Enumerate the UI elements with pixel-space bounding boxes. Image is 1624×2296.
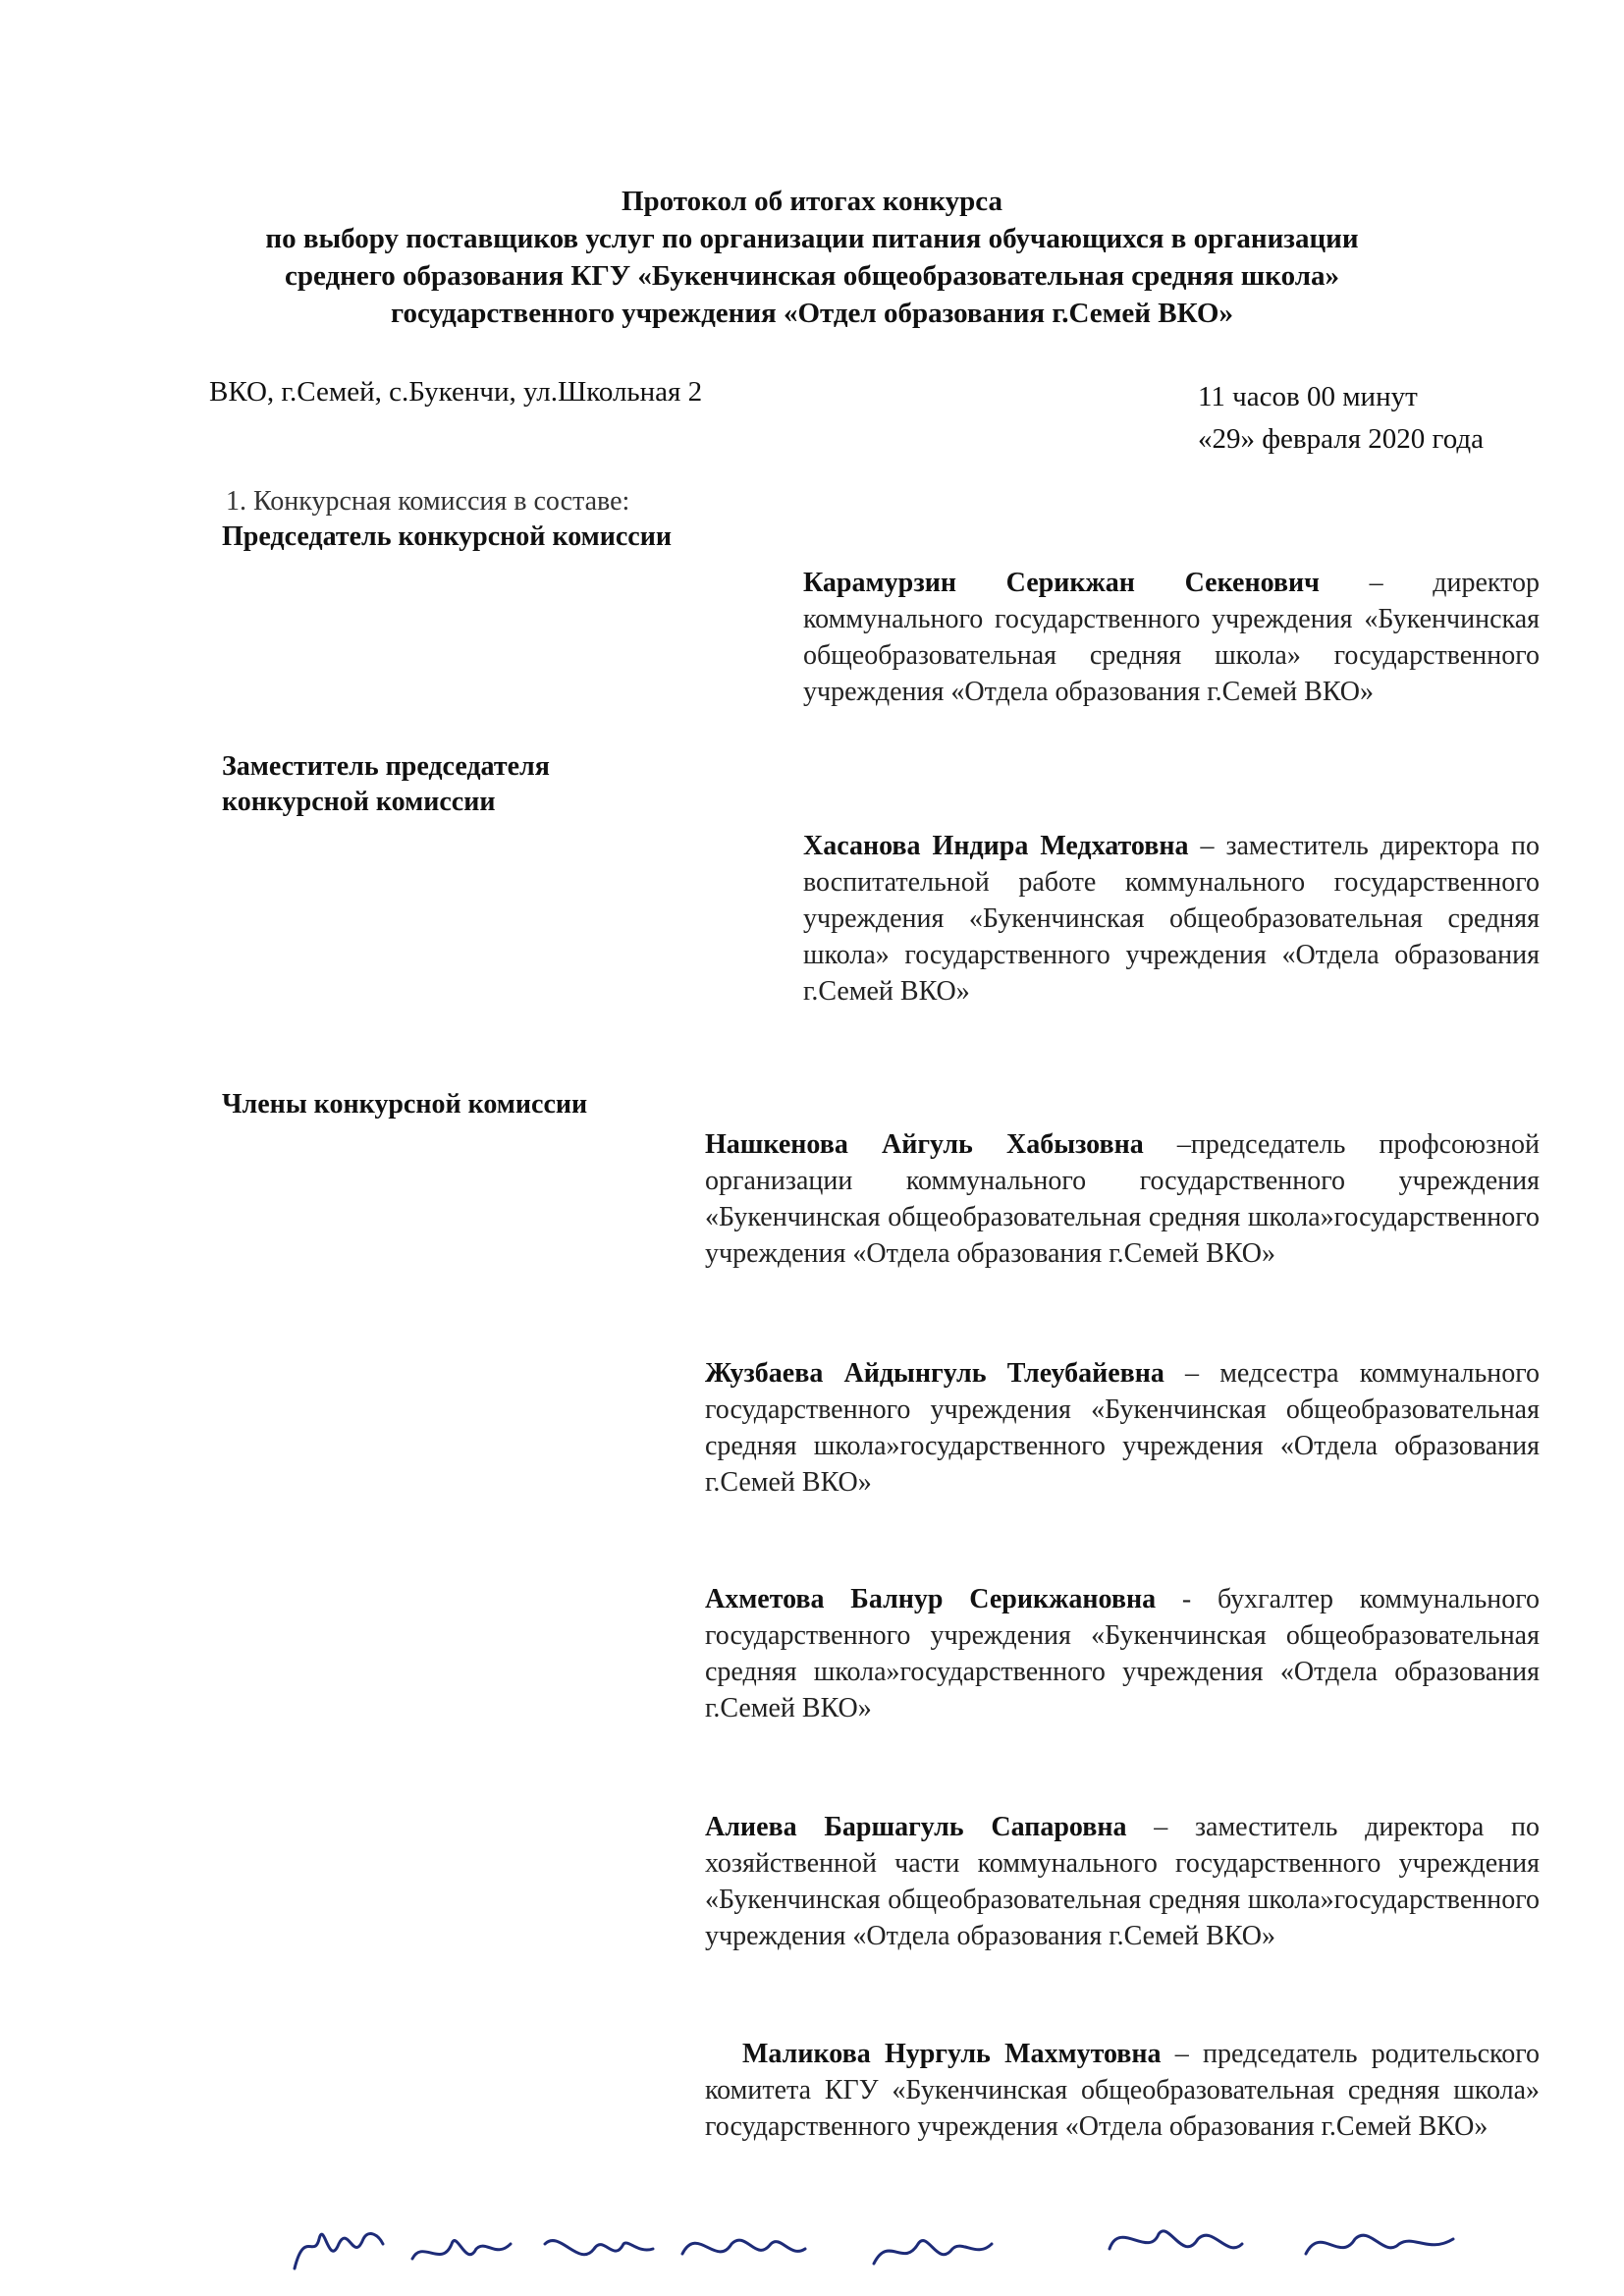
signature-1 — [295, 2234, 383, 2269]
meeting-time: 11 часов 00 минут — [1198, 381, 1418, 412]
signature-2 — [412, 2241, 511, 2259]
member-entry — [705, 1809, 1540, 1954]
signature-3 — [545, 2241, 653, 2255]
role-deputy — [222, 749, 550, 820]
member-name: Карамурзин Серикжан Секенович — [803, 568, 1320, 598]
title-line: Протокол об итогах конкурса — [621, 186, 1003, 217]
member-entry — [705, 2036, 1540, 2145]
signature-6 — [1110, 2231, 1242, 2249]
member-entry — [705, 1355, 1540, 1501]
member-entry — [803, 565, 1540, 710]
title-line: по выбору поставщиков услуг по организации питания обучающихся в организации — [265, 223, 1359, 254]
member-description: – медсестра коммунального государственного учреждения «Букенчинская общеобразовательная средняя школа»государственного учреждения «Отдела образования г.Семей ВКО» — [705, 1358, 1540, 1498]
member-entry — [705, 1581, 1540, 1726]
meeting-datetime — [1198, 376, 1484, 461]
member-name: Нашкенова Айгуль Хабызовна — [705, 1129, 1144, 1160]
role-deputy-line: конкурсной комиссии — [222, 787, 496, 817]
role-deputy-line: Заместитель председателя — [222, 751, 550, 782]
signatures-row — [285, 2200, 1561, 2288]
member-name: Жузбаева Айдынгуль Тлеубайевна — [705, 1358, 1164, 1389]
member-name: Ахметова Балнур Серикжановна — [705, 1584, 1157, 1614]
member-description: – заместитель директора по воспитательной работе коммунального государственного учреждения «Букенчинская общеобразовательная средняя школа» государственного учреждения «Отдела образования г.Семей ВКО» — [803, 831, 1540, 1007]
meeting-place: ВКО, г.Семей, с.Букенчи, ул.Школьная 2 — [209, 376, 703, 408]
member-name: Алиева Баршагуль Сапаровна — [705, 1812, 1127, 1842]
title-line: государственного учреждения «Отдел образования г.Семей ВКО» — [391, 298, 1233, 329]
member-entry — [803, 828, 1540, 1010]
document-title — [157, 183, 1467, 332]
section-heading: 1. Конкурсная комиссия в составе: — [226, 486, 630, 517]
signature-5 — [874, 2241, 992, 2264]
role-chairman: Председатель конкурсной комиссии — [222, 521, 672, 552]
signature-4 — [682, 2240, 805, 2254]
member-description: –председатель профсоюзной организации коммунального государственного учреждения «Букенчинская общеобразовательная средняя школа»государственного учреждения «Отдела образования г.Семей ВКО» — [705, 1129, 1540, 1269]
member-description: – заместитель директора по хозяйственной части коммунального государственного учреждения «Букенчинская общеобразовательная средняя школа»государственного учреждения «Отдела образования г.Семей ВКО» — [705, 1812, 1540, 1951]
title-line: среднего образования КГУ «Букенчинская общеобразовательная средняя школа» — [285, 260, 1339, 292]
member-description: – директор коммунального государственного учреждения «Букенчинская общеобразовательная средняя школа» государственного учреждения «Отдела образования г.Семей ВКО» — [803, 568, 1540, 707]
meeting-date: «29» февраля 2020 года — [1198, 423, 1485, 455]
member-description: - бухгалтер коммунального государственного учреждения «Букенчинская общеобразовательная средняя школа»государственного учреждения «Отдела образования г.Семей ВКО» — [705, 1584, 1540, 1723]
member-name: Хасанова Индира Медхатовна — [803, 831, 1189, 861]
member-name: Маликова Нургуль Махмутовна — [742, 2039, 1162, 2069]
member-description: – председатель родительского комитета КГУ «Букенчинская общеобразовательная средняя школа» государственного учреждения «Отдела образования г.Семей ВКО» — [705, 2039, 1541, 2142]
signature-7 — [1306, 2235, 1453, 2254]
role-members: Члены конкурсной комиссии — [222, 1089, 588, 1120]
member-entry — [705, 1126, 1540, 1272]
